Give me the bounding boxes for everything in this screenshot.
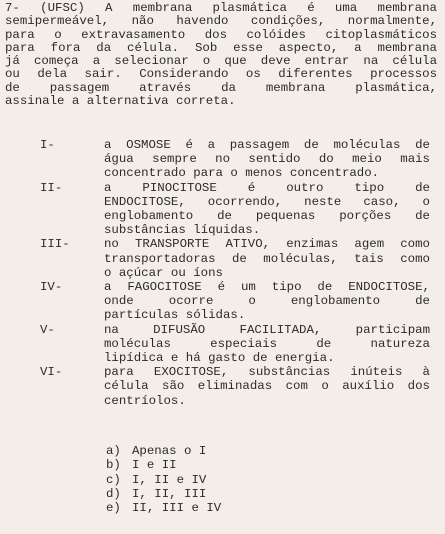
intro-line: para o extravasamento dos colóides citoplasmáticos xyxy=(5,27,437,42)
statement-list xyxy=(0,138,445,408)
intro-line: assinale a alternativa correta. xyxy=(5,94,236,109)
statement-line: na DIFUSÃO FACILITADA, participam xyxy=(104,322,430,337)
intro-line: já começa a selecionar o que deve entrar na célula xyxy=(5,54,437,69)
statement-line: a OSMOSE é a passagem de moléculas de xyxy=(104,138,430,152)
option-b[interactable] xyxy=(106,458,221,472)
statement-numeral: I- xyxy=(40,138,55,152)
option-e[interactable] xyxy=(106,501,221,515)
statement-line: concentrado para o menos concentrado. xyxy=(104,166,380,181)
option-a[interactable] xyxy=(106,444,221,458)
option-d[interactable] xyxy=(106,487,221,501)
statement-line: o açúcar ou íons xyxy=(104,265,223,280)
statement-line: moléculas especiais de natureza xyxy=(104,336,430,351)
option-letter: e) xyxy=(106,501,121,516)
statement-numeral: II- xyxy=(40,180,63,195)
option-c[interactable] xyxy=(106,473,221,487)
statement-numeral: V- xyxy=(40,322,55,337)
statement-line: água sempre no sentido do meio mais xyxy=(104,152,430,167)
statement-4 xyxy=(0,280,445,323)
statement-3 xyxy=(0,237,445,280)
option-text: Apenas o I xyxy=(132,444,207,458)
intro-line: para fora da célula. Sob esse aspecto, a membrana xyxy=(5,40,437,55)
answer-options xyxy=(106,444,221,515)
option-letter: a) xyxy=(106,444,121,458)
statement-numeral: III- xyxy=(40,237,70,252)
statement-line: para EXOCITOSE, substâncias inúteis à xyxy=(104,365,430,380)
intro-line: ou dela sair. Considerando os diferentes processos xyxy=(5,67,437,82)
statement-line: englobamento de pequenas porções de xyxy=(104,209,430,224)
statement-line: onde ocorre o englobamento de xyxy=(104,294,430,309)
option-letter: c) xyxy=(106,472,121,487)
statement-1 xyxy=(0,138,445,181)
question-intro xyxy=(5,2,437,108)
statement-line: transportadoras de moléculas, tais como xyxy=(104,251,430,266)
intro-line: 7- (UFSC) A membrana plasmática é uma membrana xyxy=(5,1,437,15)
statement-text xyxy=(104,365,430,408)
statement-numeral: VI- xyxy=(40,365,63,380)
statement-text xyxy=(104,138,430,181)
statement-line: a PINOCITOSE é outro tipo de xyxy=(104,180,430,195)
option-letter: b) xyxy=(106,458,121,473)
statement-text xyxy=(104,323,430,366)
statement-line: ENDOCITOSE, ocorrendo, neste caso, o xyxy=(104,194,430,209)
statement-line: no TRANSPORTE ATIVO, enzimas agem como xyxy=(104,237,430,252)
option-letter: d) xyxy=(106,486,121,501)
option-text: I, II, III xyxy=(132,486,207,501)
statement-line: centríolos. xyxy=(104,393,186,408)
statement-line: a FAGOCITOSE é um tipo de ENDOCITOSE, xyxy=(104,280,430,295)
statement-line: substâncias líquidas. xyxy=(104,223,261,238)
statement-text xyxy=(104,237,430,280)
statement-line: partículas sólidas. xyxy=(104,308,246,323)
statement-line: célula são eliminadas com o auxílio dos xyxy=(104,379,430,394)
statement-6 xyxy=(0,365,445,408)
option-text: II, III e IV xyxy=(132,501,222,516)
option-text: I e II xyxy=(132,458,177,473)
intro-line: semipermeável, não havendo condições, normalmente, xyxy=(5,14,437,29)
option-text: I, II e IV xyxy=(132,472,207,487)
intro-line: de passagem através da membrana plasmática, xyxy=(5,80,437,95)
statement-2 xyxy=(0,181,445,238)
statement-numeral: IV- xyxy=(40,280,63,295)
statement-text xyxy=(104,280,430,323)
statement-line: lipídica e há gasto de energia. xyxy=(104,351,335,366)
statement-text xyxy=(104,181,430,238)
statement-5 xyxy=(0,323,445,366)
